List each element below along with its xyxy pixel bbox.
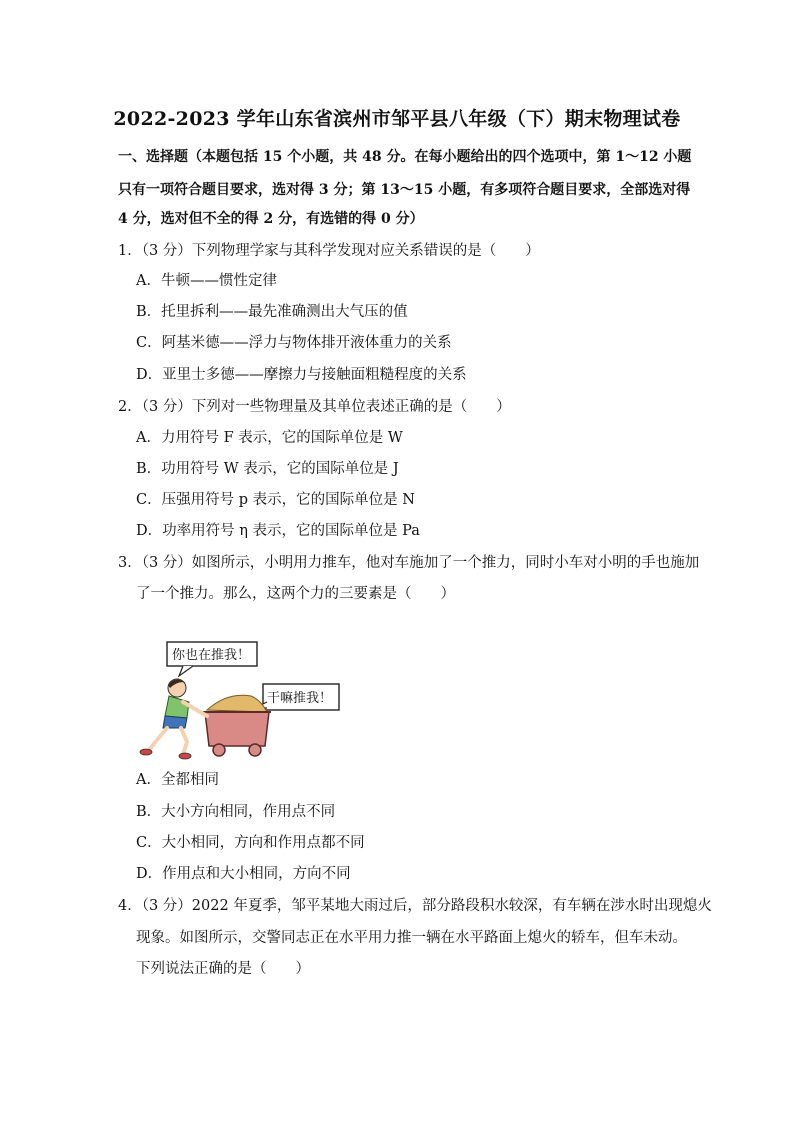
section-instruction-line-1: 一、选择题（本题包括 15 个小题，共 48 分。在每小题给出的四个选项中，第 1～12 小题 [118,149,692,165]
boy-shoe-front [179,753,191,759]
question-4-stem-line-2: 现象。如图所示，交警同志正在水平用力推一辆在水平路面上熄火的轿车，但车未动。 [136,930,687,946]
question-1-option-d: D．亚里士多德——摩擦力与接触面粗糙程度的关系 [136,367,467,383]
speech-bubble-boy-text: 你也在推我！ [172,648,251,663]
illustration-svg [135,632,345,762]
speech-bubble-boy-tail [179,666,193,676]
question-3-stem-line-2: 了一个推力。那么，这两个力的三要素是（ ） [136,586,455,602]
question-3-option-d: D．作用点和大小相同，方向不同 [136,866,351,882]
section-instruction-line-2: 只有一项符合题目要求，选对得 3 分；第 13～15 小题，有多项符合题目要求，全部选对得 [118,182,691,198]
boy-shoe-back [140,749,152,755]
boy-shirt [165,696,189,718]
question-1-option-b: B．托里拆利——最先准确测出大气压的值 [136,304,408,320]
question-4-stem-line-3: 下列说法正确的是（ ） [136,961,310,977]
question-2-option-d: D．功率用符号 η 表示，它的国际单位是 Pa [136,523,420,539]
question-2-option-c: C．压强用符号 p 表示，它的国际单位是 N [136,492,415,508]
question-3-option-b: B．大小方向相同，作用点不同 [136,804,336,820]
boy-leg-back [149,728,167,750]
cart-body [205,712,269,746]
page-title: 2022-2023 学年山东省滨州市邹平县八年级（下）期末物理试卷 [113,108,681,130]
section-instruction-line-3: 4 分，选对但不全的得 2 分，有选错的得 0 分） [118,211,424,227]
question-3-stem-line-1: 3．（3 分）如图所示，小明用力推车，他对车施加了一个推力，同时小车对小明的手也施加 [118,555,700,571]
speech-bubble-cart-text: 干嘛推我！ [267,691,333,706]
boy-pushing-cart-illustration [135,632,345,762]
question-1-option-c: C．阿基米德——浮力与物体排开液体重力的关系 [136,335,452,351]
question-1-stem: 1．（3 分）下列物理学家与其科学发现对应关系错误的是（ ） [118,243,540,259]
question-2-option-a: A．力用符号 F 表示，它的国际单位是 W [136,430,403,446]
question-4-stem-line-1: 4．（3 分）2022 年夏季，邹平某地大雨过后，部分路段积水较深，有车辆在涉水时出现熄火 [118,898,712,914]
cart-load [207,695,267,712]
question-2-option-b: B．功用符号 W 表示，它的国际单位是 J [136,461,399,477]
question-2-stem: 2．（3 分）下列对一些物理量及其单位表述正确的是（ ） [118,399,511,415]
cart-wheel-front [213,744,225,756]
cart-wheel-back [249,744,261,756]
question-3-option-c: C．大小相同，方向和作用点都不同 [136,835,365,851]
question-3-option-a: A．全都相同 [136,772,219,788]
boy-leg-front [181,728,187,754]
question-1-option-a: A．牛顿——惯性定律 [136,273,277,289]
